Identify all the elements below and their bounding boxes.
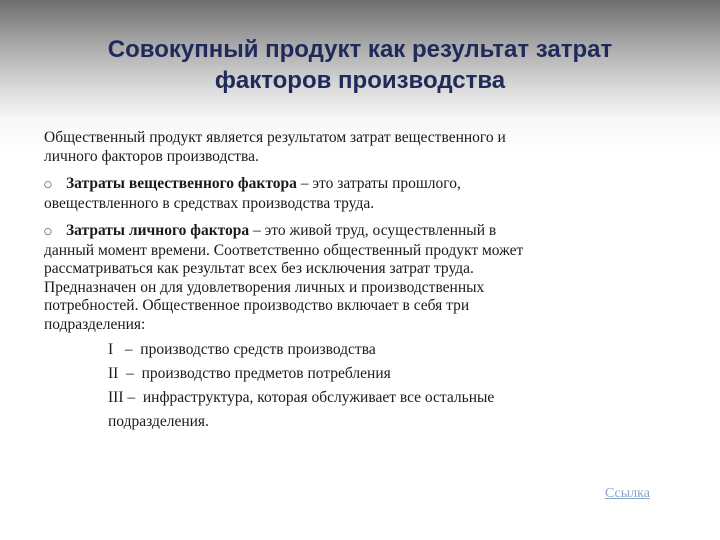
bullet-2-text-6: подразделения: — [44, 315, 146, 333]
bullet-labor-factor — [44, 222, 684, 334]
subdivision-number: III – — [108, 389, 143, 406]
subdivision-text: инфраструктура, которая обслуживает все остальные — [142, 389, 495, 406]
bullet-2-text-2: данный момент времени. Соответственно общественный продукт может — [44, 241, 524, 259]
slide-title — [30, 34, 690, 96]
list-item — [108, 386, 684, 410]
bullet-1-bold: Затраты вещественного фактора — [66, 175, 297, 192]
subdivision-text: подразделения. — [108, 413, 209, 430]
list-item — [108, 410, 684, 434]
bullet-2-text-5: потребностей. Общественное производство включает в себя три — [44, 297, 470, 314]
subdivisions-list — [108, 338, 684, 434]
subdivision-text: производство предметов потребления — [141, 365, 391, 382]
list-item — [108, 338, 684, 362]
bullet-2-text-4: Предназначен он для удовлетворения личных и производственных — [44, 278, 485, 296]
bullet-circle-icon: ○ — [44, 180, 52, 190]
link[interactable]: Ссылка — [605, 486, 650, 501]
slide-body — [44, 129, 684, 434]
intro-line-2: личного факторов производства. — [44, 147, 259, 165]
bullet-2-bold: Затраты личного фактора — [66, 222, 250, 239]
intro-line-1: Общественный продукт является результатом затрат вещественного и — [44, 129, 506, 146]
bullet-1-text-2: овеществленного в средствах производства труда. — [44, 194, 375, 212]
title-line-2: факторов производства — [214, 67, 506, 94]
bullet-2-text-1: – это живой труд, осуществленный в — [249, 222, 497, 239]
bullet-circle-icon: ○ — [44, 227, 52, 237]
bullet-material-factor — [44, 175, 684, 213]
subdivision-number: II – — [108, 365, 142, 382]
intro-paragraph — [44, 129, 684, 166]
subdivision-number: I – — [108, 341, 141, 358]
bullet-1-text-1: – это затраты прошлого, — [296, 175, 461, 192]
title-line-1: Совокупный продукт как результат затрат — [107, 36, 613, 63]
bullet-2-text-3: рассматриваться как результат всех без исключения затрат труда. — [44, 260, 474, 277]
list-item — [108, 362, 684, 386]
subdivision-text: производство средств производства — [140, 341, 376, 358]
